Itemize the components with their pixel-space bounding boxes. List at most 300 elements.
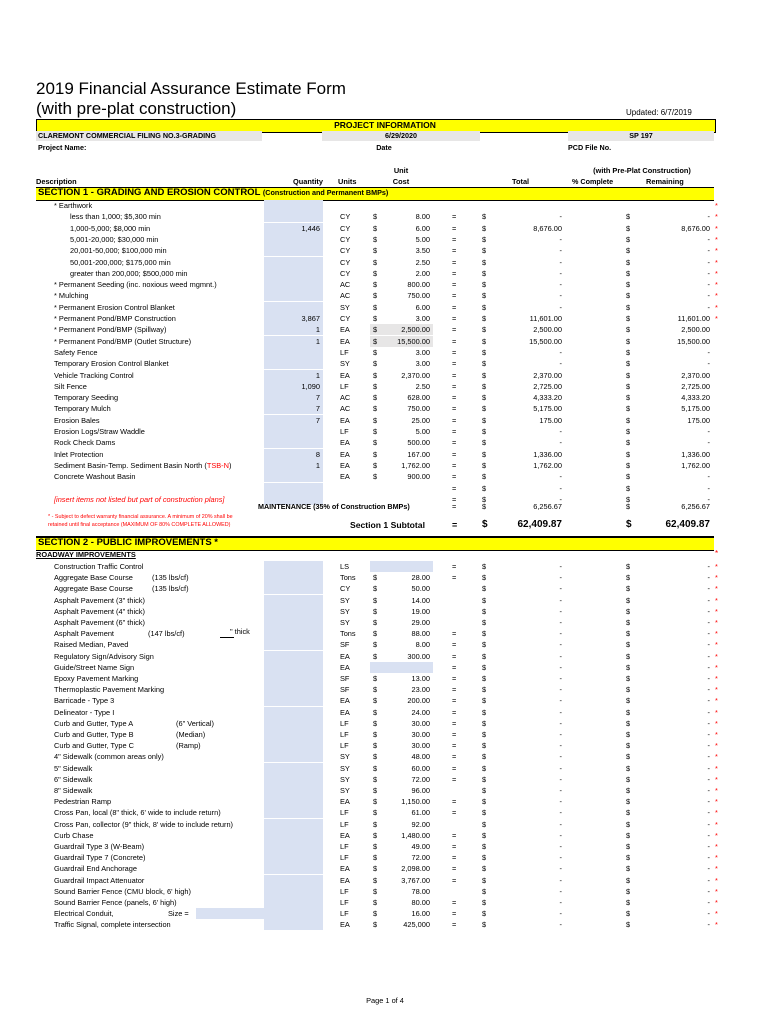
remaining-value: - [707, 573, 710, 583]
table-row [0, 684, 770, 695]
quantity-input[interactable] [264, 336, 323, 347]
table-row [0, 234, 770, 245]
dollar-sign: $ [373, 786, 378, 795]
dollar-sign: $ [373, 223, 378, 233]
quantity-input[interactable] [264, 460, 323, 471]
unit-value: SF [340, 674, 350, 683]
table-row [0, 886, 770, 897]
unit-value: EA [340, 651, 350, 661]
dollar-sign: $ [626, 640, 631, 650]
remaining-value: - [707, 662, 710, 672]
dollar-sign: $ [373, 741, 378, 751]
quantity-input[interactable] [264, 561, 323, 572]
quantity-input[interactable] [264, 257, 323, 268]
quantity-input[interactable] [264, 279, 323, 290]
quantity-input[interactable] [264, 290, 323, 301]
unit-cost-value: 1,480.00 [401, 830, 430, 840]
unit-cost-value: 5.00 [415, 234, 430, 244]
item-description: Curb and Gutter, Type B [54, 730, 134, 739]
total-value: - [559, 291, 562, 301]
dollar-sign: $ [482, 494, 487, 504]
total-value: - [559, 662, 562, 672]
unit-cost-value: 13.00 [411, 674, 430, 683]
table-row [0, 392, 770, 403]
dollar-sign: $ [482, 864, 487, 874]
item-description: Pedestrian Ramp [54, 797, 112, 807]
quantity-input[interactable] [264, 796, 323, 807]
quantity-input[interactable] [264, 751, 323, 762]
dollar-sign: $ [626, 685, 631, 695]
quantity-input[interactable] [264, 200, 323, 211]
unit-cost-value: 14.00 [411, 595, 430, 605]
item-description-text: Sediment Basin-Temp. Sediment Basin North ( [54, 460, 207, 470]
dollar-sign: $ [626, 223, 631, 233]
item-description: Barricade - Type 3 [54, 696, 115, 706]
unit-cost-input[interactable] [370, 561, 433, 572]
quantity-input[interactable] [264, 347, 323, 358]
dollar-sign: $ [626, 674, 631, 683]
item-description: Asphalt Pavement [54, 629, 114, 639]
dollar-sign: $ [373, 359, 378, 369]
dollar-sign: $ [482, 449, 487, 459]
size-input[interactable] [196, 908, 264, 919]
quantity-input[interactable] [264, 852, 323, 863]
pcd-value: SP 197 [629, 131, 653, 140]
section1-subtotal: 62,409.87 [517, 519, 562, 530]
quantity-input[interactable] [264, 673, 323, 684]
quantity-input[interactable] [264, 392, 323, 403]
unit-value: SY [340, 359, 350, 369]
table-row [0, 336, 770, 347]
dollar-sign: $ [482, 774, 487, 784]
unit-cost-value: 1,762.00 [401, 460, 430, 470]
dollar-sign: $ [373, 291, 378, 301]
section1-subtotal-dollar: $ [482, 519, 488, 530]
quantity-input[interactable] [264, 819, 323, 830]
quantity-input[interactable] [264, 583, 323, 594]
quantity-input[interactable] [264, 695, 323, 706]
table-row [0, 875, 770, 886]
table-row [0, 662, 770, 673]
required-star: * [715, 268, 718, 278]
remaining-value: 1,336.00 [681, 449, 710, 459]
unit-cost-value: 29.00 [411, 618, 430, 627]
unit-cost-value: 167.00 [407, 449, 430, 459]
unit-cost-value: 30.00 [411, 718, 430, 728]
warranty-note-2: retained until final acceptance (MAXIMUM OF 80% COMPLETE ALLOWED) [48, 522, 231, 528]
dollar-sign: $ [482, 381, 487, 391]
dollar-sign: $ [626, 212, 631, 222]
required-star: * [715, 246, 718, 256]
item-description: Silt Fence [54, 381, 87, 391]
item-note: (6" Vertical) [176, 718, 214, 728]
required-star: * [715, 853, 718, 863]
required-star: * [715, 573, 718, 583]
dollar-sign: $ [482, 573, 487, 583]
quantity-input[interactable] [264, 483, 323, 494]
unit-value: LF [340, 909, 349, 919]
table-row [0, 324, 770, 335]
equals-sign: = [452, 696, 457, 706]
total-value: - [559, 640, 562, 650]
dollar-sign: $ [482, 595, 487, 605]
unit-cost-value: 48.00 [411, 752, 430, 762]
dollar-sign: $ [373, 370, 378, 380]
item-description: * Permanent Pond/BMP (Spillway) [54, 325, 167, 335]
dollar-sign: $ [482, 223, 487, 233]
unit-value: EA [340, 325, 350, 335]
table-row [0, 449, 770, 460]
total-value: - [559, 472, 562, 482]
quantity-input[interactable] [264, 807, 323, 818]
unit-cost-value: 61.00 [411, 808, 430, 818]
equals-sign: = [452, 404, 457, 414]
unit-value: EA [340, 662, 350, 672]
dollar-sign: $ [373, 875, 378, 885]
item-description: Curb and Gutter, Type A [54, 718, 134, 728]
table-row [0, 651, 770, 662]
unit-cost-value: 3,767.00 [401, 875, 430, 885]
equals-sign: = [452, 325, 457, 335]
equals-sign: = [452, 674, 457, 683]
total-value: - [559, 257, 562, 267]
remaining-value: - [707, 347, 710, 357]
dollar-sign: $ [626, 438, 631, 448]
quantity-input[interactable] [264, 763, 323, 774]
unit-cost-value: 2,370.00 [401, 370, 430, 380]
unit-cost-value: 425,000 [403, 920, 430, 930]
project-info-heading: PROJECT INFORMATION [334, 120, 436, 130]
dollar-sign: $ [482, 347, 487, 357]
unit-cost-value: 628.00 [407, 393, 430, 403]
dollar-sign: $ [373, 234, 378, 244]
item-description: Delineator - Type I [54, 707, 115, 717]
total-value: - [559, 212, 562, 222]
required-star: * [715, 280, 718, 290]
unit-value: LF [340, 886, 349, 896]
unit-value: LF [340, 853, 349, 863]
total-value: - [559, 246, 562, 256]
dollar-sign: $ [373, 280, 378, 290]
unit-cost-value: 750.00 [407, 404, 430, 414]
required-star: * [715, 584, 718, 594]
quantity-input[interactable] [264, 897, 323, 908]
unit-cost-value: 8.00 [415, 212, 430, 222]
dollar-sign: $ [482, 853, 487, 863]
equals-sign: = [452, 808, 457, 818]
quantity-input[interactable] [264, 245, 323, 256]
dollar-sign: $ [373, 696, 378, 706]
dollar-sign: $ [626, 629, 631, 639]
table-row [0, 313, 770, 324]
table-row [0, 695, 770, 706]
item-description: Asphalt Pavement (4" thick) [54, 606, 145, 616]
required-star: * [715, 707, 718, 717]
quantity-input[interactable] [264, 370, 323, 381]
total-value: - [559, 494, 562, 504]
total-value: 2,370.00 [533, 370, 562, 380]
total-value: 2,500.00 [533, 325, 562, 335]
item-description: * Permanent Pond/BMP Construction [54, 314, 176, 323]
quantity-input[interactable] [264, 718, 323, 729]
quantity-input[interactable] [264, 415, 323, 426]
quantity-input[interactable] [264, 302, 323, 313]
maintenance-eq: = [452, 502, 457, 511]
dollar-sign: $ [626, 696, 631, 706]
unit-value: AC [340, 291, 351, 301]
required-star: * [715, 201, 718, 210]
required-star: * [715, 909, 718, 919]
unit-value: SF [340, 640, 350, 650]
dollar-sign: $ [626, 291, 631, 301]
equals-sign: = [452, 257, 457, 267]
equals-sign: = [452, 920, 457, 930]
unit-value: SY [340, 774, 350, 784]
dollar-sign: $ [482, 302, 487, 312]
dollar-sign: $ [482, 674, 487, 683]
required-star: * [715, 842, 718, 851]
required-star: * [715, 752, 718, 762]
table-row [0, 606, 770, 617]
equals-sign: = [452, 449, 457, 459]
remaining-value: - [707, 920, 710, 930]
item-note: (Ramp) [176, 741, 201, 751]
remaining-value: 5,175.00 [681, 404, 710, 414]
quantity-input[interactable] [264, 785, 323, 796]
required-star: * [715, 898, 718, 907]
dollar-sign: $ [373, 898, 378, 907]
quantity-input[interactable] [264, 729, 323, 740]
unit-value: EA [340, 460, 350, 470]
quantity-input[interactable] [264, 617, 323, 628]
dollar-sign: $ [482, 291, 487, 301]
unit-cost-value: 300.00 [407, 651, 430, 661]
equals-sign: = [452, 562, 457, 571]
quantity-input[interactable] [264, 426, 323, 437]
quantity-value: 7 [315, 404, 320, 414]
dollar-sign: $ [482, 819, 487, 829]
equals-sign: = [452, 898, 457, 907]
dollar-sign: $ [482, 662, 487, 672]
remaining-value: 15,500.00 [677, 336, 710, 346]
table-row [0, 807, 770, 818]
table-row [0, 628, 770, 639]
dollar-sign: $ [626, 472, 631, 482]
quantity-input[interactable] [264, 830, 323, 841]
dollar-sign: $ [626, 449, 631, 459]
remaining-value: - [707, 718, 710, 728]
dollar-sign: $ [482, 415, 487, 425]
item-description: Traffic Signal, complete intersection [54, 920, 171, 930]
basin-tag: TSB-N [206, 460, 229, 470]
dollar-sign: $ [373, 427, 378, 436]
dollar-sign: $ [373, 618, 378, 627]
dollar-sign: $ [626, 595, 631, 605]
quantity-input[interactable] [264, 606, 323, 617]
section1-subtotal-remaining: 62,409.87 [665, 519, 710, 530]
col-pct-complete: % Complete [572, 177, 614, 186]
quantity-input[interactable] [264, 437, 323, 448]
equals-sign: = [452, 573, 457, 583]
unit-value: EA [340, 415, 350, 425]
quantity-input[interactable] [264, 886, 323, 897]
table-row [0, 639, 770, 650]
quantity-input[interactable] [264, 774, 323, 785]
quantity-input[interactable] [264, 651, 323, 662]
table-row [0, 257, 770, 268]
unit-value: EA [340, 875, 350, 885]
quantity-input[interactable] [264, 875, 323, 886]
col-quantity: Quantity [293, 177, 323, 186]
dollar-sign: $ [373, 651, 378, 661]
quantity-input[interactable] [264, 595, 323, 606]
remaining-value: 11,601.00 [677, 314, 710, 323]
remaining-value: - [707, 909, 710, 919]
dollar-sign: $ [482, 472, 487, 482]
dollar-sign: $ [482, 685, 487, 695]
quantity-input[interactable] [264, 863, 323, 874]
equals-sign: = [452, 651, 457, 661]
quantity-input[interactable] [264, 358, 323, 369]
quantity-input[interactable] [264, 403, 323, 414]
unit-cost-value: 92.00 [411, 819, 430, 829]
unit-value: CY [340, 268, 351, 278]
dollar-sign: $ [373, 640, 378, 650]
dollar-sign: $ [626, 347, 631, 357]
unit-value: EA [340, 336, 350, 346]
quantity-input[interactable] [264, 684, 323, 695]
unit-value: CY [340, 584, 351, 594]
quantity-input[interactable] [264, 662, 323, 673]
unit-cost-value: 2.50 [415, 257, 430, 267]
dollar-sign: $ [373, 595, 378, 605]
dollar-sign: $ [373, 268, 378, 278]
quantity-input[interactable] [264, 740, 323, 751]
table-row [0, 763, 770, 774]
table-row [0, 426, 770, 437]
page-number: Page 1 of 4 [366, 996, 404, 1005]
unit-cost-input[interactable] [370, 662, 433, 673]
dollar-sign: $ [373, 842, 378, 851]
total-value: - [559, 685, 562, 695]
remaining-value: - [707, 741, 710, 751]
remaining-value: - [707, 853, 710, 863]
quantity-input[interactable] [264, 211, 323, 222]
unit-cost-value: 6.00 [415, 302, 430, 312]
quantity-input[interactable] [264, 908, 323, 919]
total-value: - [559, 562, 562, 571]
table-row [0, 381, 770, 392]
unit-value: LS [340, 562, 350, 571]
unit-value: EA [340, 797, 350, 807]
unit-value: CY [340, 246, 351, 256]
table-row [0, 370, 770, 381]
quantity-input[interactable] [264, 234, 323, 245]
dollar-sign: $ [373, 830, 378, 840]
dollar-sign: $ [626, 415, 631, 425]
unit-cost-value: 2,098.00 [401, 864, 430, 874]
total-value: - [559, 730, 562, 739]
remaining-value: - [707, 629, 710, 639]
unit-value: LF [340, 842, 349, 851]
item-description: Curb Chase [54, 830, 94, 840]
unit-cost-value: 900.00 [407, 472, 430, 482]
dollar-sign: $ [482, 830, 487, 840]
table-row [0, 268, 770, 279]
table-row [0, 415, 770, 426]
item-description: * Permanent Seeding (inc. noxious weed mgmnt.) [54, 280, 217, 290]
quantity-input[interactable] [264, 919, 323, 930]
total-value: 2,725.00 [533, 381, 562, 391]
quantity-input[interactable] [264, 841, 323, 852]
equals-sign: = [452, 438, 457, 448]
dollar-sign: $ [482, 370, 487, 380]
item-description: Vehicle Tracking Control [54, 370, 134, 380]
unit-cost-value: 2.50 [415, 381, 430, 391]
quantity-input[interactable] [264, 449, 323, 460]
quantity-input[interactable] [264, 268, 323, 279]
unit-value: Tons [340, 629, 356, 639]
total-value: - [559, 886, 562, 896]
dollar-sign: $ [482, 562, 487, 571]
quantity-input[interactable] [264, 572, 323, 583]
quantity-input[interactable] [264, 471, 323, 482]
item-description: Raised Median, Paved [54, 640, 129, 650]
remaining-value: - [707, 291, 710, 301]
required-star: * [715, 763, 718, 773]
dollar-sign: $ [373, 325, 378, 335]
dollar-sign: $ [482, 808, 487, 818]
equals-sign: = [452, 393, 457, 403]
section1-subtotal-dollar-rem: $ [626, 519, 632, 530]
item-note: (135 lbs/cf) [152, 584, 189, 594]
table-row [0, 785, 770, 796]
required-star: * [715, 774, 718, 784]
dollar-sign: $ [626, 763, 631, 773]
unit-cost-value: 28.00 [411, 573, 430, 583]
table-row [0, 774, 770, 785]
updated-date: Updated: 6/7/2019 [626, 108, 692, 117]
required-star: * [715, 741, 718, 751]
required-star: * [715, 651, 718, 661]
equals-sign: = [452, 359, 457, 369]
quantity-value: 1 [315, 370, 320, 380]
maintenance-dollar: $ [482, 502, 487, 511]
remaining-value: - [707, 257, 710, 267]
dollar-sign: $ [626, 494, 631, 504]
remaining-value: - [707, 618, 710, 627]
quantity-input[interactable] [264, 628, 323, 639]
quantity-input[interactable] [264, 324, 323, 335]
unit-cost-value: 6.00 [415, 223, 430, 233]
dollar-sign: $ [482, 404, 487, 414]
col-total: Total [512, 177, 530, 186]
unit-cost-value: 3.00 [415, 347, 430, 357]
equals-sign: = [452, 483, 457, 493]
equals-sign: = [452, 741, 457, 751]
table-row [0, 279, 770, 290]
quantity-input[interactable] [264, 707, 323, 718]
total-value: - [559, 741, 562, 751]
unit-value: EA [340, 449, 350, 459]
quantity-input[interactable] [264, 639, 323, 650]
quantity-value: 1 [315, 336, 320, 346]
table-row [0, 729, 770, 740]
dollar-sign: $ [373, 864, 378, 874]
dollar-sign: $ [626, 909, 631, 919]
total-value: - [559, 898, 562, 907]
equals-sign: = [452, 797, 457, 807]
